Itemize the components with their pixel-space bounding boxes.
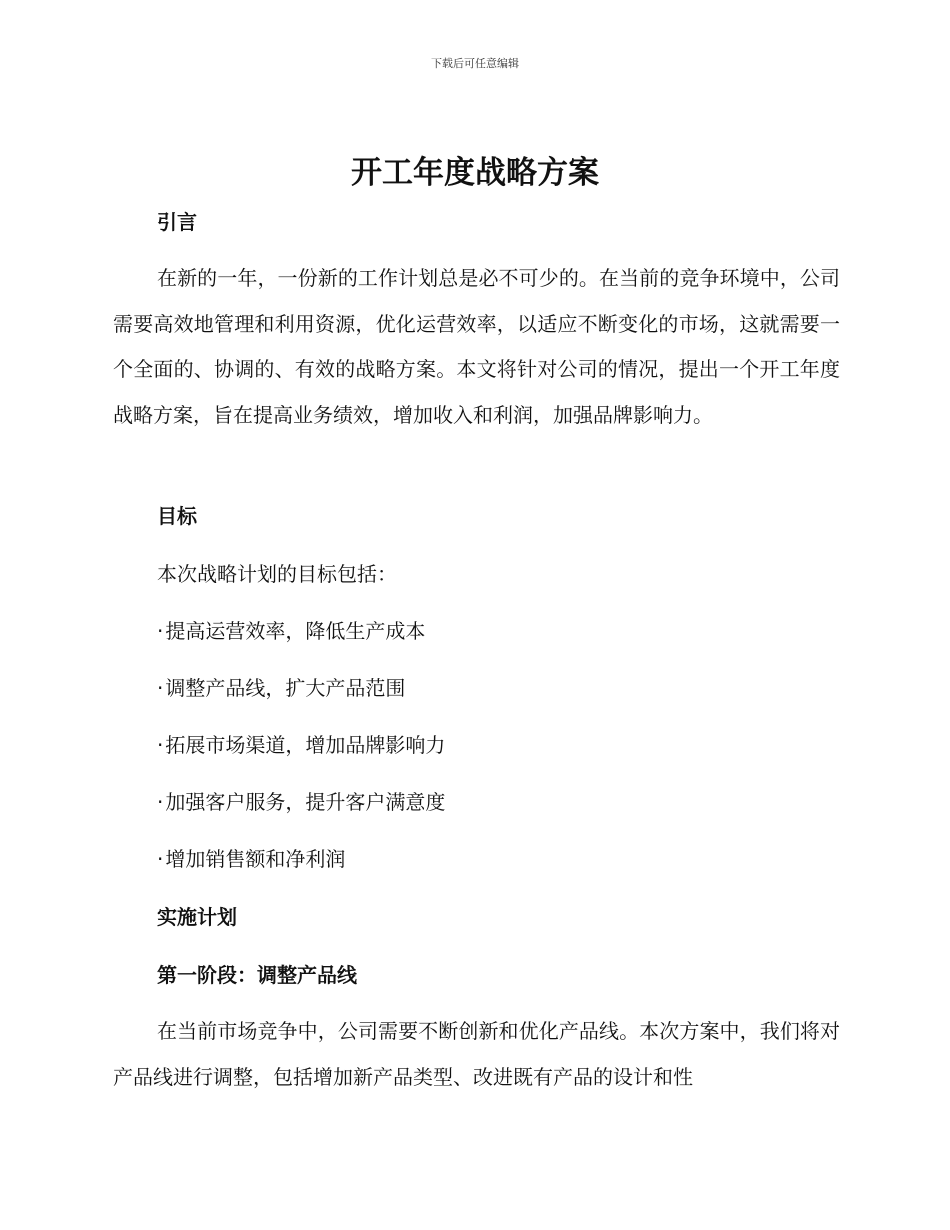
bullet-icon: ·	[157, 847, 164, 871]
bullet-icon: ·	[157, 619, 164, 643]
page-header-note: 下载后可任意编辑	[431, 57, 519, 70]
section-heading-intro: 引言	[157, 210, 197, 234]
list-item	[157, 674, 405, 702]
section-heading-plan: 实施计划	[157, 905, 237, 929]
bullet-icon: ·	[157, 676, 164, 700]
phase1-paragraph: 在当前市场竞争中，公司需要不断创新和优化产品线。本次方案中，我们将对产品线进行调整，包括增加新产品类型、改进既有产品的设计和性	[113, 1019, 840, 1089]
goals-lead-text: 本次战略计划的目标包括：	[157, 562, 397, 586]
list-item-text: 加强客户服务，提升客户满意度	[165, 790, 446, 814]
list-item-text: 拓展市场渠道，增加品牌影响力	[165, 733, 446, 757]
list-item-text: 调整产品线，扩大产品范围	[165, 676, 406, 700]
intro-paragraph: 在新的一年，一份新的工作计划总是必不可少的。在当前的竞争环境中，公司需要高效地管理和利用资源，优化运营效率，以适应不断变化的市场，这就需要一个全面的、协调的、有效的战略方案。本文将针对公司的情况，提出一个开工年度战略方案，旨在提高业务绩效，增加收入和利润，加强品牌影响力。	[113, 266, 840, 427]
list-item	[157, 788, 445, 816]
list-item	[157, 617, 425, 645]
list-item	[157, 845, 345, 873]
section-heading-goals: 目标	[157, 504, 197, 528]
bullet-icon: ·	[157, 733, 164, 757]
list-item-text: 提高运营效率，降低生产成本	[165, 619, 426, 643]
list-item	[157, 731, 445, 759]
document-title: 开工年度战略方案	[351, 155, 599, 191]
list-item-text: 增加销售额和净利润	[165, 847, 346, 871]
subsection-heading-phase1: 第一阶段：调整产品线	[157, 963, 357, 987]
bullet-icon: ·	[157, 790, 164, 814]
